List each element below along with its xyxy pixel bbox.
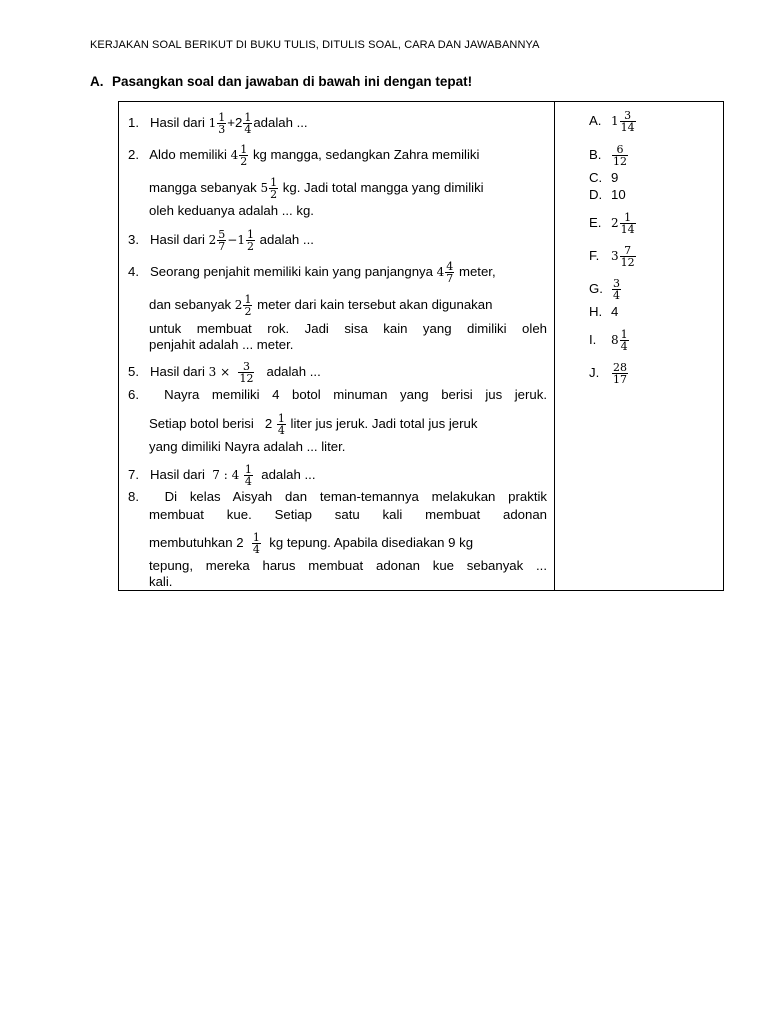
matching-table (118, 101, 724, 591)
column-divider (554, 102, 555, 590)
question-6: 6. Nayra memiliki 4 botol minuman yang berisi jus jeruk. (128, 387, 547, 402)
question-number: 3. (128, 231, 139, 247)
question-8-line-3: membutuhkan 2 $\frac{1}{4}$ kg tepung. Apabila disediakan 9 kg (149, 531, 474, 556)
question-5: 5. Hasil dari 3 × $\frac{3}{12}$ adalah ... (128, 360, 321, 385)
question-number: 8. (128, 489, 139, 504)
question-3: 3. Hasil dari 2 $\frac{5}{7}$ −1 $\frac{1}{2}$ adalah ... (128, 228, 314, 253)
question-number: 4. (128, 263, 139, 279)
instruction-header: KERJAKAN SOAL BERIKUT DI BUKU TULIS, DITULIS SOAL, CARA DAN JAWABANNYA (90, 39, 540, 51)
question-4-line-2: dan sebanyak 2 $\frac{1}{2}$ meter dari kain tersebut akan digunakan (149, 293, 493, 318)
fraction: $\frac{6}{12}$ (613, 143, 627, 168)
fraction: $\frac{1}{2}$ (246, 228, 254, 253)
section-title-text: Pasangkan soal dan jawaban di bawah ini dengan tepat! (112, 74, 473, 89)
answer-h: H. 4 (589, 304, 619, 319)
answer-f: F. 3 $\frac{7}{12}$ (589, 244, 635, 269)
question-8-line-2: membuat kue. Setiap satu kali membuat adonan (149, 507, 547, 522)
answer-g: G. $\frac{3}{4}$ (589, 277, 620, 302)
fraction: $\frac{1}{2}$ (244, 293, 252, 318)
question-1: 1. Hasil dari 1 $\frac{1}{3}$ +2 $\frac{1}{4}$ adalah ... (128, 111, 308, 136)
section-title (90, 74, 472, 89)
fraction: $\frac{5}{7}$ (218, 228, 226, 253)
fraction: $\frac{3}{4}$ (613, 277, 620, 302)
fraction: $\frac{7}{12}$ (620, 244, 635, 269)
question-4: 4. Seorang penjahit memiliki kain yang panjangnya 4 $\frac{4}{7}$ meter, (128, 260, 496, 285)
question-6-line-2: Setiap botol berisi 2 $\frac{1}{4}$ liter jus jeruk. Jadi total jus jeruk (149, 412, 478, 437)
answer-e: E. 2 $\frac{1}{14}$ (589, 211, 635, 236)
fraction: $\frac{3}{14}$ (620, 109, 635, 134)
question-number: 1. (128, 114, 139, 130)
section-letter: A. (90, 74, 104, 89)
question-2-line-3: oleh keduanya adalah ... kg. (149, 203, 314, 218)
answer-i: I. 8 $\frac{1}{4}$ (589, 328, 628, 353)
question-7: 7. Hasil dari 7 : 4 $\frac{1}{4}$ adalah ... (128, 463, 316, 488)
answer-j: J. $\frac{28}{17}$ (589, 361, 627, 386)
fraction: $\frac{1}{14}$ (620, 211, 635, 236)
fraction: $\frac{1}{3}$ (218, 111, 226, 136)
question-8-line-5: kali. (149, 574, 173, 589)
question-number: 7. (128, 466, 139, 482)
question-2-line-2: mangga sebanyak 5 $\frac{1}{2}$ kg. Jadi total mangga yang dimiliki (149, 176, 484, 201)
answer-d: D. 10 (589, 187, 626, 202)
fraction: $\frac{3}{12}$ (239, 360, 254, 385)
question-number: 2. (128, 146, 139, 162)
question-number: 5. (128, 363, 139, 379)
question-number: 6. (128, 387, 139, 402)
fraction: $\frac{1}{4}$ (277, 412, 285, 437)
fraction: $\frac{1}{4}$ (244, 111, 252, 136)
question-4-line-3: untuk membuat rok. Jadi sisa kain yang dimiliki oleh (149, 321, 547, 336)
fraction: $\frac{1}{2}$ (270, 176, 278, 201)
fraction: $\frac{28}{17}$ (613, 361, 627, 386)
answer-b: B. $\frac{6}{12}$ (589, 143, 627, 168)
answer-c: C. 9 (589, 170, 619, 185)
question-8-line-4: tepung, mereka harus membuat adonan kue sebanyak ... (149, 558, 547, 573)
fraction: $\frac{1}{4}$ (252, 531, 260, 556)
fraction: $\frac{4}{7}$ (446, 260, 454, 285)
question-2: 2. Aldo memiliki 4 $\frac{1}{2}$ kg mangga, sedangkan Zahra memiliki (128, 143, 480, 168)
fraction: $\frac{1}{4}$ (620, 328, 628, 353)
answer-a: A. 1 $\frac{3}{14}$ (589, 109, 635, 134)
fraction: $\frac{1}{4}$ (244, 463, 252, 488)
question-4-line-4: penjahit adalah ... meter. (149, 337, 294, 352)
question-8: 8. Di kelas Aisyah dan teman-temannya melakukan praktik (128, 489, 548, 504)
question-6-line-3: yang dimiliki Nayra adalah ... liter. (149, 439, 346, 454)
fraction: $\frac{1}{2}$ (240, 143, 248, 168)
